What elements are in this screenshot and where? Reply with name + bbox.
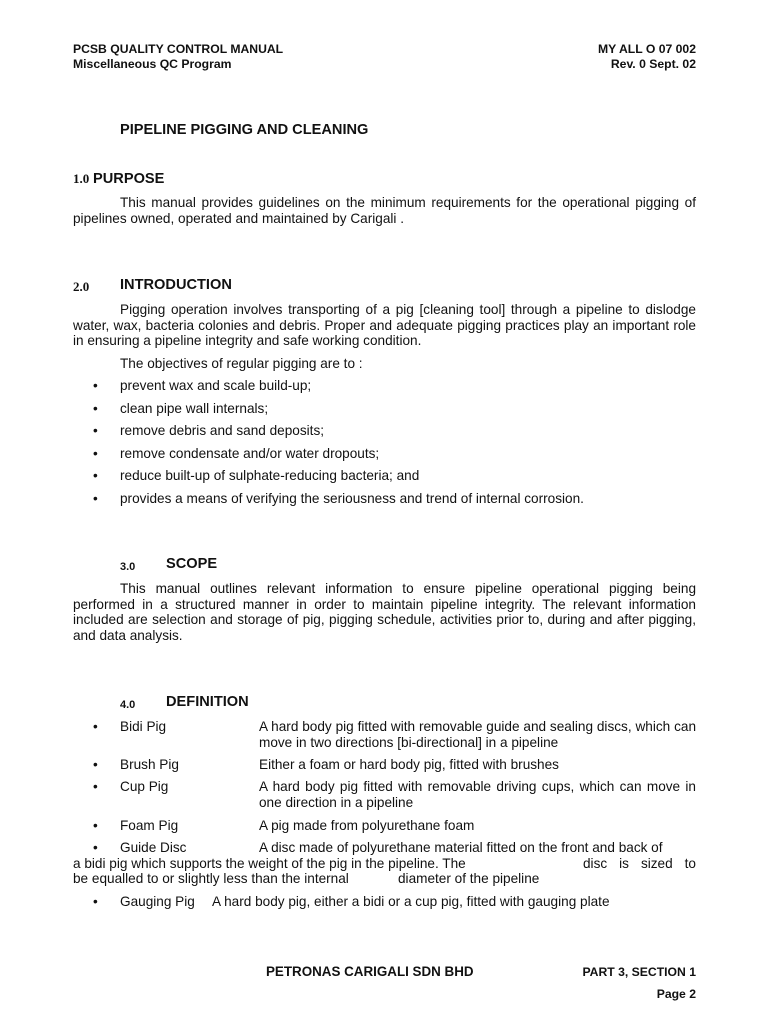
definition-text: A pig made from polyurethane foam: [259, 818, 475, 833]
list-item: • clean pipe wall internals;: [93, 400, 269, 416]
bullet: •: [93, 779, 98, 794]
definition-term: Cup Pig: [120, 779, 169, 794]
bullet: •: [93, 818, 98, 833]
list-item: • provides a means of verifying the seriousness and trend of internal corrosion.: [93, 490, 584, 506]
scope-text: This manual outlines relevant information to ensure pipeline operational pigging being performed in a structured manner in order to maintain pipeline integrity. The relevant information included are selection and storage of pig, pigging schedule, activities prior to, during and after pigging, and data analysis.: [73, 581, 696, 643]
bullet: •: [93, 400, 98, 416]
section-purpose-heading: [73, 171, 164, 188]
bullet: •: [93, 445, 98, 461]
definition-text-line2a: a bidi pig which supports the weight of the pig in the pipeline. The: [73, 855, 466, 871]
section-number: 3.0: [120, 561, 136, 573]
definition-text-line1: A disc made of polyurethane material fitted on the front and back of: [259, 840, 663, 855]
header-doc-number: MY ALL O 07 002: [598, 42, 696, 56]
bullet: •: [93, 378, 98, 393]
objectives-intro: The objectives of regular pigging are to :: [120, 356, 363, 371]
footer-page-number: Page 2: [656, 987, 696, 1001]
list-item: • remove condensate and/or water dropouts;: [93, 445, 380, 461]
introduction-paragraph: Pigging operation involves transporting of a pig [cleaning tool] through a pipeline to dislodge water, wax, bacteria colonies and debris. Proper and adequate pigging practices play an important role in ensuring a pipeline integrity and safe working condition.: [73, 302, 696, 348]
document-title: PIPELINE PIGGING AND CLEANING: [120, 122, 369, 138]
definition-term: Foam Pig: [120, 818, 179, 833]
section-number: 1.0: [73, 171, 90, 186]
bullet: •: [93, 840, 98, 855]
bullet: •: [93, 423, 98, 438]
header-revision: Rev. 0 Sept. 02: [610, 57, 696, 71]
definition-term: Brush Pig: [120, 757, 179, 772]
bullet: •: [93, 490, 98, 506]
list-item: • prevent wax and scale build-up;: [93, 378, 312, 393]
definition-text: Either a foam or hard body pig, fitted with brushes: [259, 757, 559, 772]
bullet: •: [93, 757, 98, 772]
objectives-list: [0, 378, 768, 513]
definition-item: [0, 779, 768, 817]
definition-item-gauging-pig: [0, 894, 768, 916]
definition-text-line2b: disc is sized to: [583, 855, 696, 871]
header-program: Miscellaneous QC Program: [73, 57, 232, 71]
list-item: • reduce built-up of sulphate-reducing bacteria; and: [93, 468, 420, 483]
definition-text: A hard body pig fitted with removable guide and sealing discs, which can move in two directions [bi-directional] in a pipeline: [259, 719, 696, 750]
definition-text: A hard body pig fitted with removable driving cups, which can move in one direction in a pipeline: [259, 779, 696, 810]
bullet: •: [93, 468, 98, 483]
section-title: DEFINITION: [166, 694, 249, 710]
definition-term: Guide Disc: [120, 840, 187, 855]
header-manual-title: PCSB QUALITY CONTROL MANUAL: [73, 42, 284, 56]
definition-text-line3a: be equalled to or slightly less than the internal: [73, 871, 349, 886]
purpose-text: This manual provides guidelines on the minimum requirements for the operational pigging of pipelines owned, operated and maintained by Carigali .: [73, 195, 696, 226]
section-title: INTRODUCTION: [120, 277, 232, 293]
definition-item-guide-disc: [0, 840, 768, 888]
section-title: PURPOSE: [93, 171, 165, 187]
definition-term: Bidi Pig: [120, 719, 167, 734]
bullet: •: [93, 894, 98, 909]
definition-item: [0, 818, 768, 840]
bullet: •: [93, 719, 98, 734]
definition-text-line3b: diameter of the pipeline: [398, 871, 540, 886]
footer-company: PETRONAS CARIGALI SDN BHD: [266, 964, 474, 979]
definition-text: A hard body pig, either a bidi or a cup pig, fitted with gauging plate: [212, 894, 610, 909]
definition-term: Gauging Pig: [120, 894, 195, 909]
section-title: SCOPE: [166, 556, 218, 572]
list-item: • remove debris and sand deposits;: [93, 423, 325, 438]
footer-part-section: PART 3, SECTION 1: [582, 965, 696, 979]
definition-item: [0, 757, 768, 779]
section-number: 4.0: [120, 699, 136, 711]
section-number: 2.0: [73, 279, 90, 294]
